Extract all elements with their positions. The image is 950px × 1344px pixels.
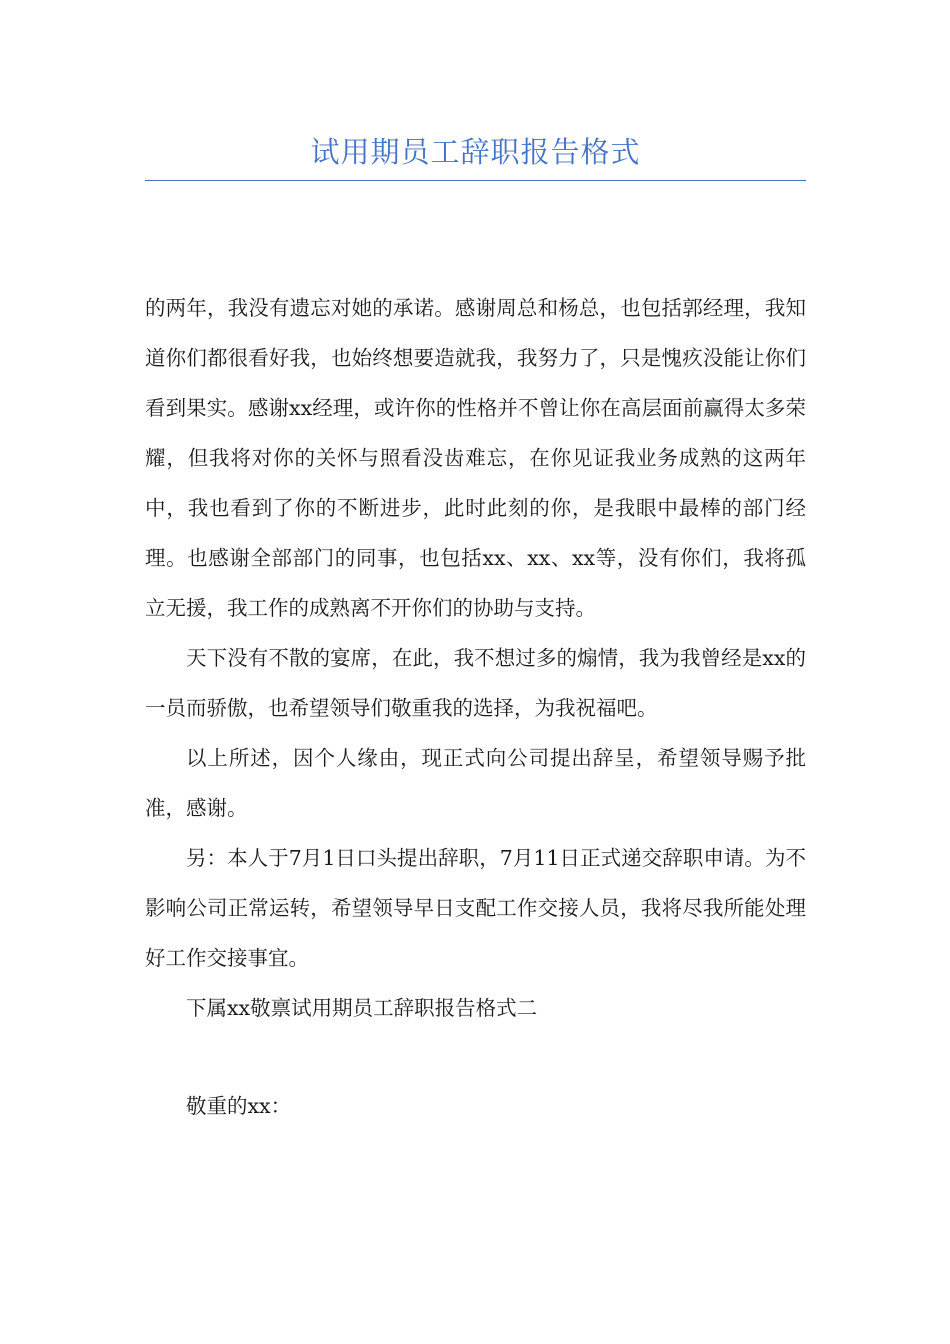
body-paragraph: 的两年，我没有遗忘对她的承诺。感谢周总和杨总，也包括郭经理，我知道你们都很看好我，也始终想要造就我，我努力了，只是愧疚没能让你们看到果实。感谢xx经理，或许你的性格并不曾让你在高层面前赢得太多荣耀，但我将对你的关怀与照看没齿难忘，在你见证我业务成熟的这两年中，我也看到了你的不断进步，此时此刻的你，是我眼中最棒的部门经理。也感谢全部部门的同事，也包括xx、xx、xx等，没有你们，我将孤立无援，我工作的成熟离不开你们的协助与支持。 <box>145 296 806 620</box>
letter-salutation: 敬重的xx： <box>186 1094 292 1118</box>
document-title: 试用期员工辞职报告格式 <box>310 135 641 169</box>
letter-signature-line: 下属xx敬禀试用期员工辞职报告格式二 <box>186 996 538 1020</box>
body-paragraph: 以上所述，因个人缘由，现正式向公司提出辞呈，希望领导赐予批准，感谢。 <box>145 746 806 820</box>
body-paragraph: 另：本人于7月1日口头提出辞职，7月11日正式递交辞职申请。为不影响公司正常运转，希望领导早日支配工作交接人员，我将尽我所能处理好工作交接事宜。 <box>145 846 806 970</box>
document-body <box>145 283 806 1131</box>
title-underline <box>145 180 806 181</box>
body-paragraph: 天下没有不散的宴席，在此，我不想过多的煽情，我为我曾经是xx的一员而骄傲，也希望领导们敬重我的选择，为我祝福吧。 <box>145 646 806 720</box>
